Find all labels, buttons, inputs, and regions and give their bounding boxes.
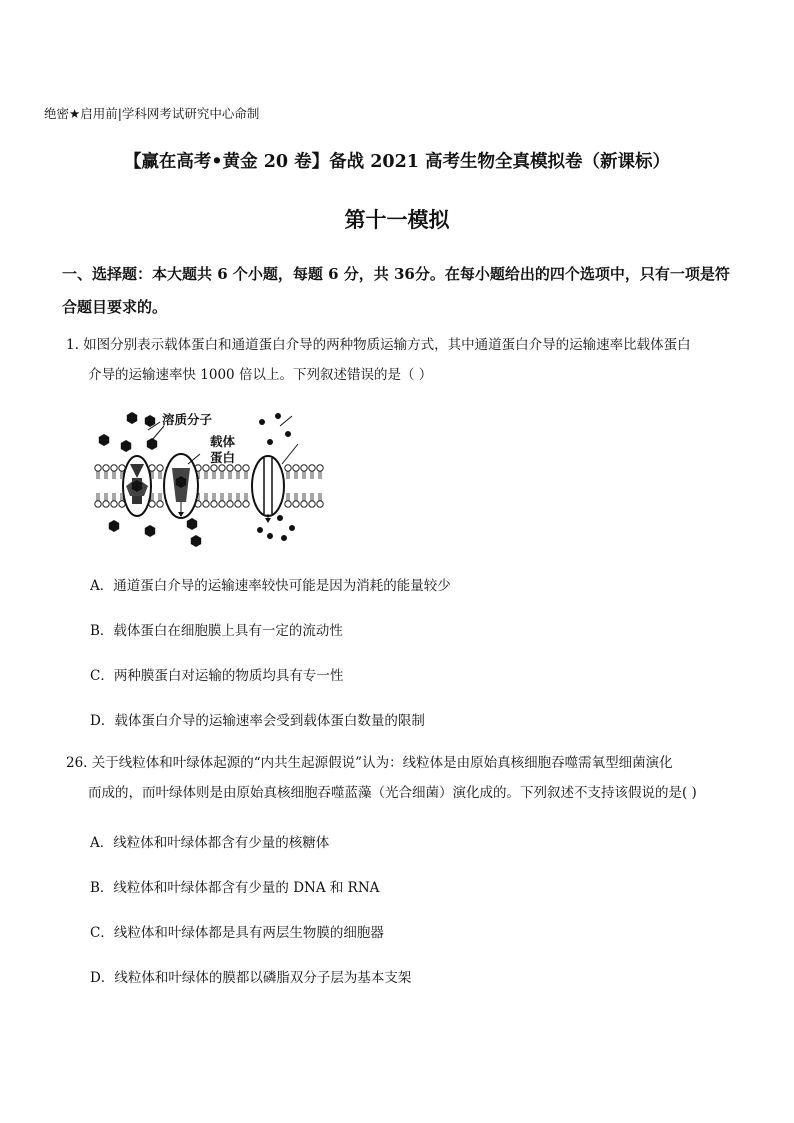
carrier-protein-open [123, 456, 151, 516]
question-1 [66, 330, 746, 390]
question-26-line-2: 而成的，而叶绿体则是由原始真核细胞吞噬蓝藻（光合细菌）演化成的。下列叙述不支持该假说的是( ) [88, 785, 697, 801]
q1-option-a: A．通道蛋白介导的运输速率较快可能是因为消耗的能量较少 [90, 578, 451, 594]
q1-option-d: D．载体蛋白介导的运输速率会受到载体蛋白数量的限制 [90, 713, 425, 729]
q1-option-c: C．两种膜蛋白对运输的物质均具有专一性 [90, 668, 344, 684]
q1-option-b: B．载体蛋白在细胞膜上具有一定的流动性 [90, 623, 343, 639]
question-1-line-2: 介导的运输速率快 1000 倍以上。下列叙述错误的是（ ） [88, 367, 433, 383]
question-1-line-1: 1. 如图分别表示载体蛋白和通道蛋白介导的两种物质运输方式，其中通道蛋白介导的运输速率比载体蛋白 [66, 337, 691, 353]
label-carrier-1: 载体 [210, 434, 236, 449]
confidential-header: 绝密★启用前|学科网考试研究中心命制 [44, 106, 260, 121]
question-26-line-1: 26. 关于线粒体和叶绿体起源的“内共生起源假说”认为：线粒体是由原始真核细胞吞噬需氧型细菌演化 [66, 755, 673, 771]
q26-option-a: A．线粒体和叶绿体都含有少量的核糖体 [90, 835, 330, 851]
q26-option-c: C．线粒体和叶绿体都是具有两层生物膜的细胞器 [90, 925, 384, 941]
label-solute: 溶质分子 [162, 412, 213, 427]
exam-title: 【赢在高考•黄金 20 卷】备战 2021 高考生物全真模拟卷（新课标） [123, 152, 671, 172]
q26-option-d: D．线粒体和叶绿体的膜都以磷脂双分子层为基本支架 [90, 970, 412, 986]
section-instructions: 一、选择题：本大题共 6 个小题，每题 6 分，共 36分。在每小题给出的四个选项中，只有一项是符合题目要求的。 [62, 265, 730, 316]
channel-protein [252, 456, 284, 523]
carrier-protein-closed [164, 454, 198, 518]
membrane-transport-figure [92, 406, 332, 551]
label-carrier-2: 蛋白 [210, 450, 236, 465]
exam-subtitle: 第十一模拟 [344, 207, 450, 232]
q26-option-b: B．线粒体和叶绿体都含有少量的 DNA 和 RNA [90, 880, 380, 896]
question-26 [66, 748, 746, 808]
